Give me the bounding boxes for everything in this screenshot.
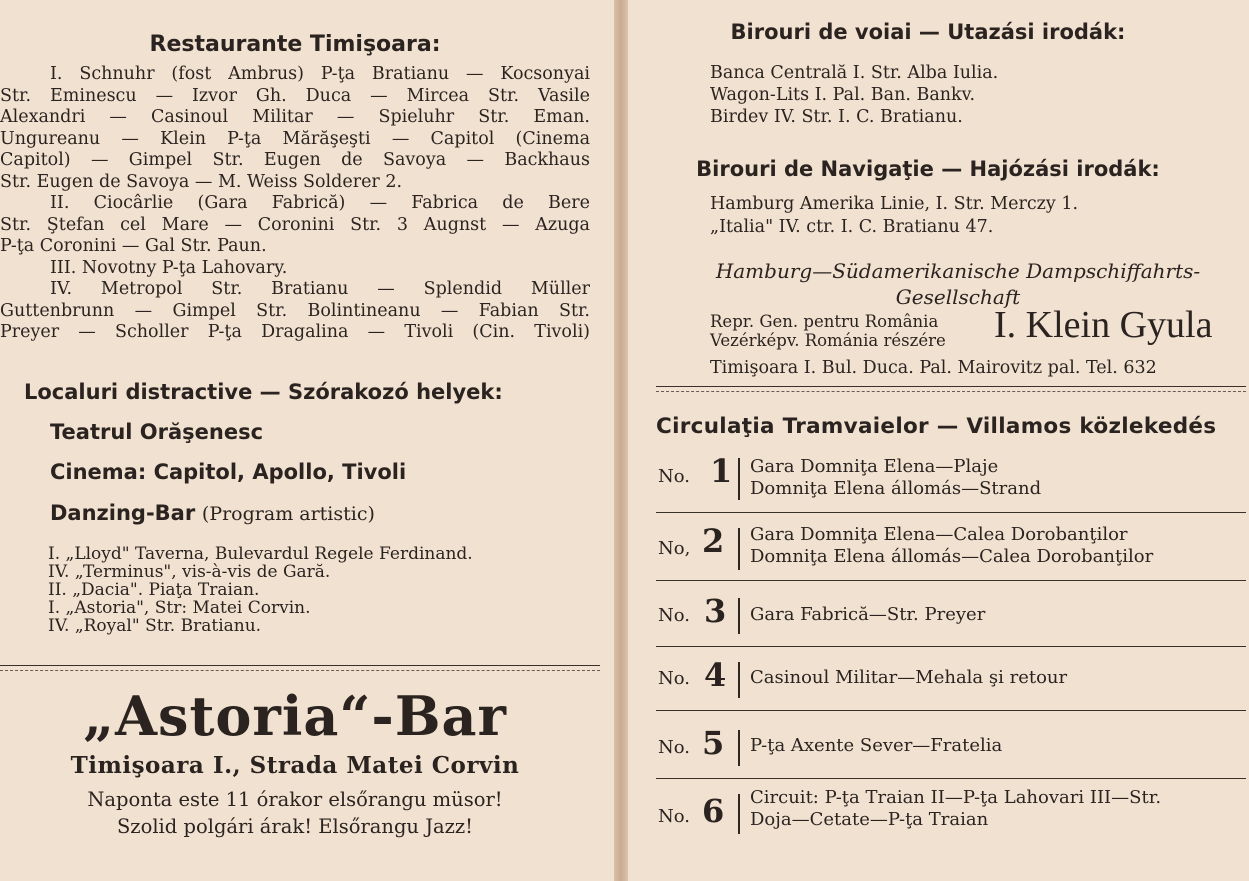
tram-separator xyxy=(738,458,740,500)
klein-name: I. Klein Gyula xyxy=(994,304,1213,346)
astoria-bar-title: „Astoria“-Bar xyxy=(83,684,507,748)
tram-divider xyxy=(656,778,1246,779)
book-gutter xyxy=(614,0,628,881)
repr-line: Vezérképv. Románia részére xyxy=(710,331,946,350)
restaurant-line: Str. Eminescu — Izvor Gh. Duca — Mircea Str. Vasile xyxy=(0,86,590,106)
tram-route-line: P-ţa Axente Sever—Fratelia xyxy=(750,735,1003,756)
restaurant-line: Capitol) — Gimpel Str. Eugen de Savoya — Backhaus xyxy=(0,150,590,170)
tram-separator xyxy=(738,528,740,570)
tram-route-line: Doja—Cetate—P-ţa Traian xyxy=(750,809,989,830)
bar-line: I. „Astoria", Str: Matei Corvin. xyxy=(48,598,311,618)
restaurant-line: III. Novotny P-ţa Lahovary. xyxy=(50,258,288,278)
tram-route-line: Casinoul Militar—Mehala şi retour xyxy=(750,667,1068,688)
tram-route-line: Gara Domniţa Elena—Calea Dorobanţilor xyxy=(750,524,1128,545)
tram-route-line: Circuit: P-ţa Traian II—P-ţa Lahovari III—Str. xyxy=(750,787,1162,808)
restaurant-line: Alexandri — Casinoul Militar — Spieluhr Str. Eman. xyxy=(0,107,590,127)
danzing-name: Danzing-Bar xyxy=(50,501,196,525)
hamburg-title: Hamburg—Südamerikanische Dampschiffahrts-Gesellschaft xyxy=(715,259,1201,309)
localuri-title: Localuri distractive — Szórakozó helyek: xyxy=(24,380,503,404)
voiaj-line: Banca Centrală I. Str. Alba Iulia. xyxy=(710,63,999,83)
bar-line: IV. „Royal" Str. Bratianu. xyxy=(48,616,262,636)
repr-line: Repr. Gen. pentru România xyxy=(710,312,939,331)
restaurant-line: II. Ciocârlie (Gara Fabrică) — Fabrica de Bere xyxy=(50,193,590,213)
voiaj-title: Birouri de voiai — Utazási irodák: xyxy=(730,20,1126,44)
restaurant-line: P-ţa Coronini — Gal Str. Paun. xyxy=(0,236,267,256)
tram-number: 2 xyxy=(702,522,725,560)
navigatie-title: Birouri de Navigaţie — Hajózási irodák: xyxy=(696,157,1160,181)
tram-number: 6 xyxy=(702,792,725,830)
bar-line: IV. „Terminus", vis-à-vis de Gară. xyxy=(48,562,331,582)
tram-no-label: No. xyxy=(658,668,690,689)
bar-line: II. „Dacia". Piaţa Traian. xyxy=(48,580,260,600)
left-page xyxy=(0,0,614,881)
astoria-line: Szolid polgári árak! Elsőrangu Jazz! xyxy=(116,815,474,838)
tram-divider xyxy=(656,710,1246,711)
tram-divider xyxy=(656,580,1246,581)
bar-line: I. „Lloyd" Taverna, Bulevardul Regele Ferdinand. xyxy=(48,544,473,564)
tram-route-line: Gara Domniţa Elena—Plaje xyxy=(750,456,999,477)
tram-no-label: No. xyxy=(658,737,690,758)
restaurant-line: Guttenbrunn — Gimpel Str. Bolintineanu — Fabian Str. xyxy=(0,301,590,321)
tram-title: Circulaţia Tramvaielor — Villamos közlekedés xyxy=(656,414,1217,439)
voiaj-line: Wagon-Lits I. Pal. Ban. Bankv. xyxy=(710,85,976,105)
voiaj-line: Birdev IV. Str. I. C. Bratianu. xyxy=(710,107,963,127)
tram-separator xyxy=(738,662,740,698)
tram-no-label: No, xyxy=(658,538,691,559)
astoria-address: Timişoara I., Strada Matei Corvin xyxy=(70,752,520,779)
tram-no-label: No. xyxy=(658,806,690,827)
divider xyxy=(0,665,600,666)
danzing-line xyxy=(50,501,375,525)
restaurant-line: I. Schnuhr (fost Ambrus) P-ţa Bratianu — Kocsonyai xyxy=(50,64,590,84)
tram-number: 3 xyxy=(704,592,727,630)
danzing-note: (Program artistic) xyxy=(201,503,375,525)
restaurants-title: Restaurante Timişoara: xyxy=(149,32,441,57)
tram-divider xyxy=(656,512,1246,513)
navigatie-line: „Italia" IV. ctr. I. C. Bratianu 47. xyxy=(710,217,994,237)
tram-separator xyxy=(738,794,740,834)
restaurant-line: IV. Metropol Str. Bratianu — Splendid Müller xyxy=(50,279,590,299)
restaurant-line: Ungureanu — Klein P-ţa Mărăşeşti — Capitol (Cinema xyxy=(0,129,590,149)
tram-route-line: Domniţa Elena állomás—Strand xyxy=(750,478,1042,499)
restaurant-line: Preyer — Scholler P-ţa Dragalina — Tivoli (Cin. Tivoli) xyxy=(0,322,590,342)
tram-route-line: Domniţa Elena állomás—Calea Dorobanţilor xyxy=(750,546,1154,567)
restaurant-line: Str. Eugen de Savoya — M. Weiss Solderer 2. xyxy=(0,172,403,192)
theatre-line: Teatrul Orăşenesc xyxy=(50,420,264,444)
cinema-line: Cinema: Capitol, Apollo, Tivoli xyxy=(50,460,407,484)
restaurant-line: Str. Ştefan cel Mare — Coronini Str. 3 Augnst — Azuga xyxy=(0,215,590,235)
navigatie-line: Hamburg Amerika Linie, I. Str. Merczy 1. xyxy=(710,194,1079,214)
divider xyxy=(656,391,1246,392)
tram-number: 5 xyxy=(702,724,725,762)
divider xyxy=(0,670,600,671)
tram-divider xyxy=(656,646,1246,647)
tram-no-label: No. xyxy=(658,466,690,487)
tram-separator xyxy=(738,730,740,766)
timisoara-line: Timişoara I. Bul. Duca. Pal. Mairovitz pal. Tel. 632 xyxy=(710,358,1157,378)
tram-no-label: No. xyxy=(658,605,690,626)
right-page xyxy=(628,0,1249,881)
tram-number: 4 xyxy=(704,656,727,694)
tram-number: 1 xyxy=(710,452,733,490)
divider xyxy=(656,386,1246,387)
astoria-line: Naponta este 11 órakor elsőrangu müsor! xyxy=(87,788,503,811)
tram-route-line: Gara Fabrică—Str. Preyer xyxy=(750,604,986,625)
tram-separator xyxy=(738,598,740,634)
repr-block xyxy=(710,312,946,350)
